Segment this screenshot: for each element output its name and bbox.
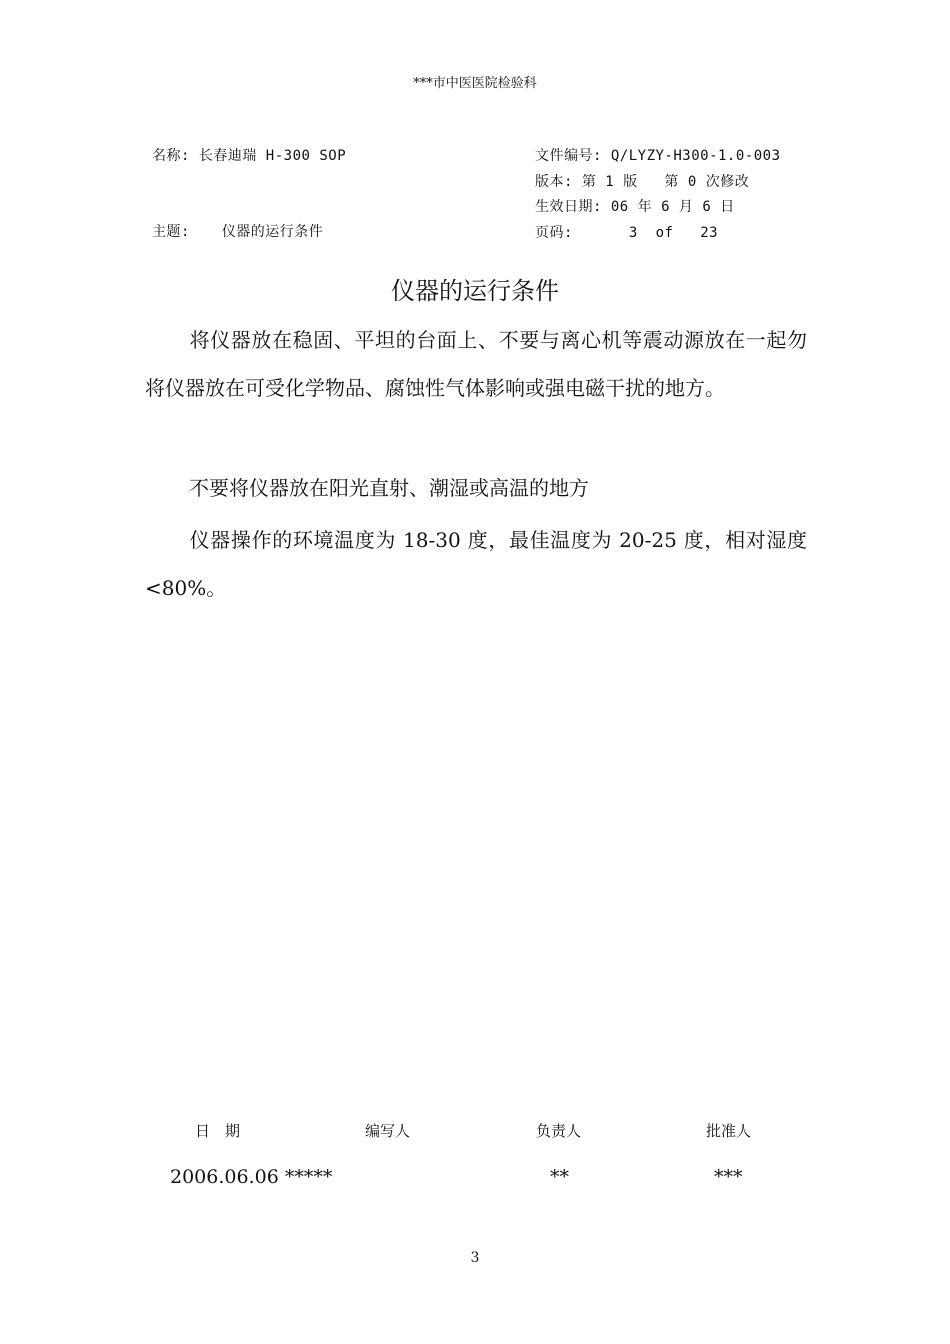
page-field [535,222,718,242]
name-value: 长春迪瑞 H-300 SOP [198,148,347,164]
paragraph-1 [145,316,807,412]
signoff-header-author: 编写人 [365,1122,411,1140]
paragraph-2-text: 不要将仪器放在阳光直射、潮湿或高温的地方 [189,476,589,500]
paragraph-3-text: 仪器操作的环境温度为 18-30 度，最佳温度为 20-25 度，相对湿度<80%。 [145,528,807,600]
page-label: 页码: [535,225,573,241]
paragraph-2 [145,464,807,512]
paragraph-1-text: 将仪器放在稳固、平坦的台面上、不要与离心机等震动源放在一起勿将仪器放在可受化学物品、腐蚀性气体影响或强电磁干扰的地方。 [145,328,807,400]
file-number: 文件编号: Q/LYZY-H300-1.0-003 [535,148,781,164]
version-info: 版本: 第 1 版 第 0 次修改 [535,174,750,190]
header-title: ***市中医医院检验科 [413,76,537,91]
effective-date: 生效日期: 06 年 6 月 6 日 [535,199,735,215]
name-label: 名称: [152,148,190,164]
page-number: 3 [470,1250,480,1266]
signoff-date-author: 2006.06.06 ***** [170,1166,333,1188]
name-field [152,145,346,165]
signoff-header-approver: 批准人 [706,1122,752,1140]
paragraph-3 [145,516,807,612]
topic-value: 仪器的运行条件 [221,224,324,240]
signoff-responsible: ** [550,1166,569,1188]
topic-field [152,221,323,241]
page-value: 3 of 23 [628,225,719,241]
topic-label: 主题: [152,224,190,240]
document-title: 仪器的运行条件 [391,277,559,305]
signoff-header-responsible: 负责人 [536,1122,582,1140]
signoff-header-date: 日 期 [195,1122,241,1140]
signoff-approver: *** [714,1166,743,1188]
